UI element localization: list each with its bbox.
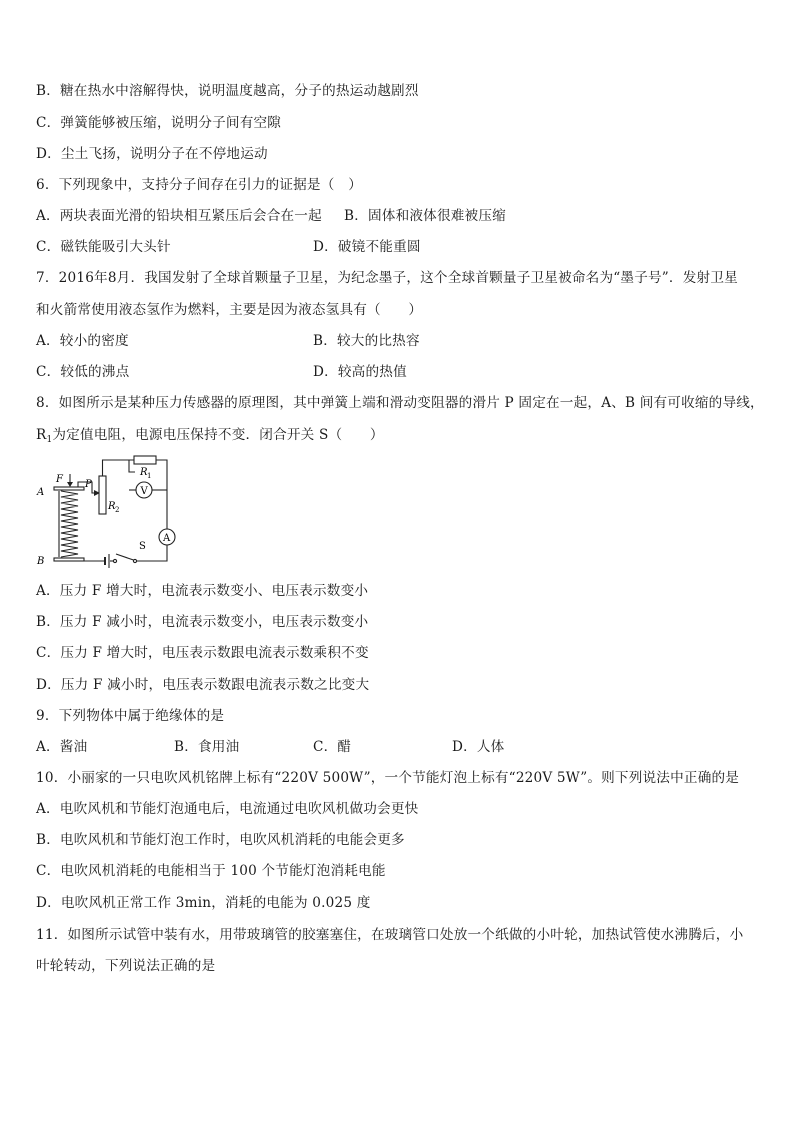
q5-option-b: B．糖在热水中溶解得快，说明温度越高，分子的热运动越剧烈 xyxy=(36,83,419,99)
q9-option-a: A．酱油 xyxy=(36,739,88,755)
bottom-plate xyxy=(54,558,84,561)
label-r2: R xyxy=(108,501,116,512)
q5-option-c: C．弹簧能够被压缩，说明分子间有空隙 xyxy=(36,115,282,131)
label-r1: R xyxy=(140,467,148,478)
q11-stem-line2: 叶轮转动，下列说法正确的是 xyxy=(36,958,216,974)
q8-option-c: C．压力 F 增大时，电压表示数跟电流表示数乘积不变 xyxy=(36,645,369,661)
label-b: B xyxy=(37,556,45,567)
r1-symbol: R xyxy=(36,427,47,443)
q7-stem-line2: 和火箭常使用液态氢作为燃料，主要是因为液态氢具有（ ） xyxy=(36,302,423,318)
label-a: A xyxy=(37,487,45,498)
q8-stem-rest: 为定值电阻，电源电压保持不变．闭合开关 S（ ） xyxy=(52,427,384,443)
q6-stem: 6．下列现象中，支持分子间存在引力的证据是（ ） xyxy=(36,177,363,193)
q8-option-a: A．压力 F 增大时，电流表示数变小、电压表示数变小 xyxy=(36,583,369,599)
label-s: S xyxy=(139,541,146,552)
label-p: P xyxy=(85,479,92,490)
q10-option-c: C．电吹风机消耗的电能相当于 100 个节能灯泡消耗电能 xyxy=(36,863,386,879)
q8-stem-line1: 8．如图所示是某种压力传感器的原理图，其中弹簧上端和滑动变阻器的滑片 P 固定在一起，A、B 间有可收缩的导线， xyxy=(36,395,764,411)
q10-option-d: D．电吹风机正常工作 3min，消耗的电能为 0.025 度 xyxy=(36,895,371,911)
q10-option-b: B．电吹风机和节能灯泡工作时，电吹风机消耗的电能会更多 xyxy=(36,832,405,848)
spring xyxy=(61,491,78,557)
q7-option-b: B．较大的比热容 xyxy=(313,333,420,349)
q7-option-a: A．较小的密度 xyxy=(36,333,129,349)
label-v: V xyxy=(140,486,148,497)
r1-resistor xyxy=(134,456,156,464)
label-r1-sub: 1 xyxy=(147,472,152,480)
q8-option-b: B．压力 F 减小时，电流表示数变小，电压表示数变小 xyxy=(36,614,369,630)
q7-option-d: D．较高的热值 xyxy=(313,364,407,380)
q6-option-d: D．破镜不能重圆 xyxy=(313,239,421,255)
label-r2-sub: 2 xyxy=(115,506,120,514)
q6-option-b: B．固体和液体很难被压缩 xyxy=(344,208,506,224)
q10-stem: 10．小丽家的一只电吹风机铭牌上标有“220V 500W”，一个节能灯泡上标有“220V 5W”。则下列说法中正确的是 xyxy=(36,770,740,786)
label-f: F xyxy=(56,474,63,485)
switch-s xyxy=(116,554,134,560)
q5-option-d: D．尘土飞扬，说明分子在不停地运动 xyxy=(36,146,268,162)
q7-stem-line1: 7．2016年8月．我国发射了全球首颗量子卫星，为纪念墨子，这个全球首颗量子卫星被命名为“墨子号”．发射卫星 xyxy=(36,270,738,286)
top-plate xyxy=(54,487,84,490)
q9-stem: 9．下列物体中属于绝缘体的是 xyxy=(36,708,225,724)
q9-option-c: C．醋 xyxy=(313,739,352,755)
r2-rheostat xyxy=(99,476,106,514)
q11-stem-line1: 11．如图所示试管中装有水，用带玻璃管的胶塞塞住，在玻璃管口处放一个纸做的小叶轮，加热试管使水沸腾后，小 xyxy=(36,927,744,943)
q8-stem-line2 xyxy=(36,426,384,444)
q8-option-d: D．压力 F 减小时，电压表示数跟电流表示数之比变大 xyxy=(36,677,370,693)
q9-option-b: B．食用油 xyxy=(174,739,240,755)
q6-option-c: C．磁铁能吸引大头针 xyxy=(36,239,171,255)
label-ammeter: A xyxy=(163,533,171,544)
q7-option-c: C．较低的沸点 xyxy=(36,364,130,380)
q10-option-a: A．电吹风机和节能灯泡通电后，电流通过电吹风机做功会更快 xyxy=(36,801,419,817)
q6-option-a: A．两块表面光滑的铅块相互紧压后会合在一起 xyxy=(36,208,322,224)
r1-subscript: 1 xyxy=(46,435,53,445)
q9-option-d: D．人体 xyxy=(452,739,505,755)
pressure-sensor-circuit-diagram xyxy=(34,454,194,574)
